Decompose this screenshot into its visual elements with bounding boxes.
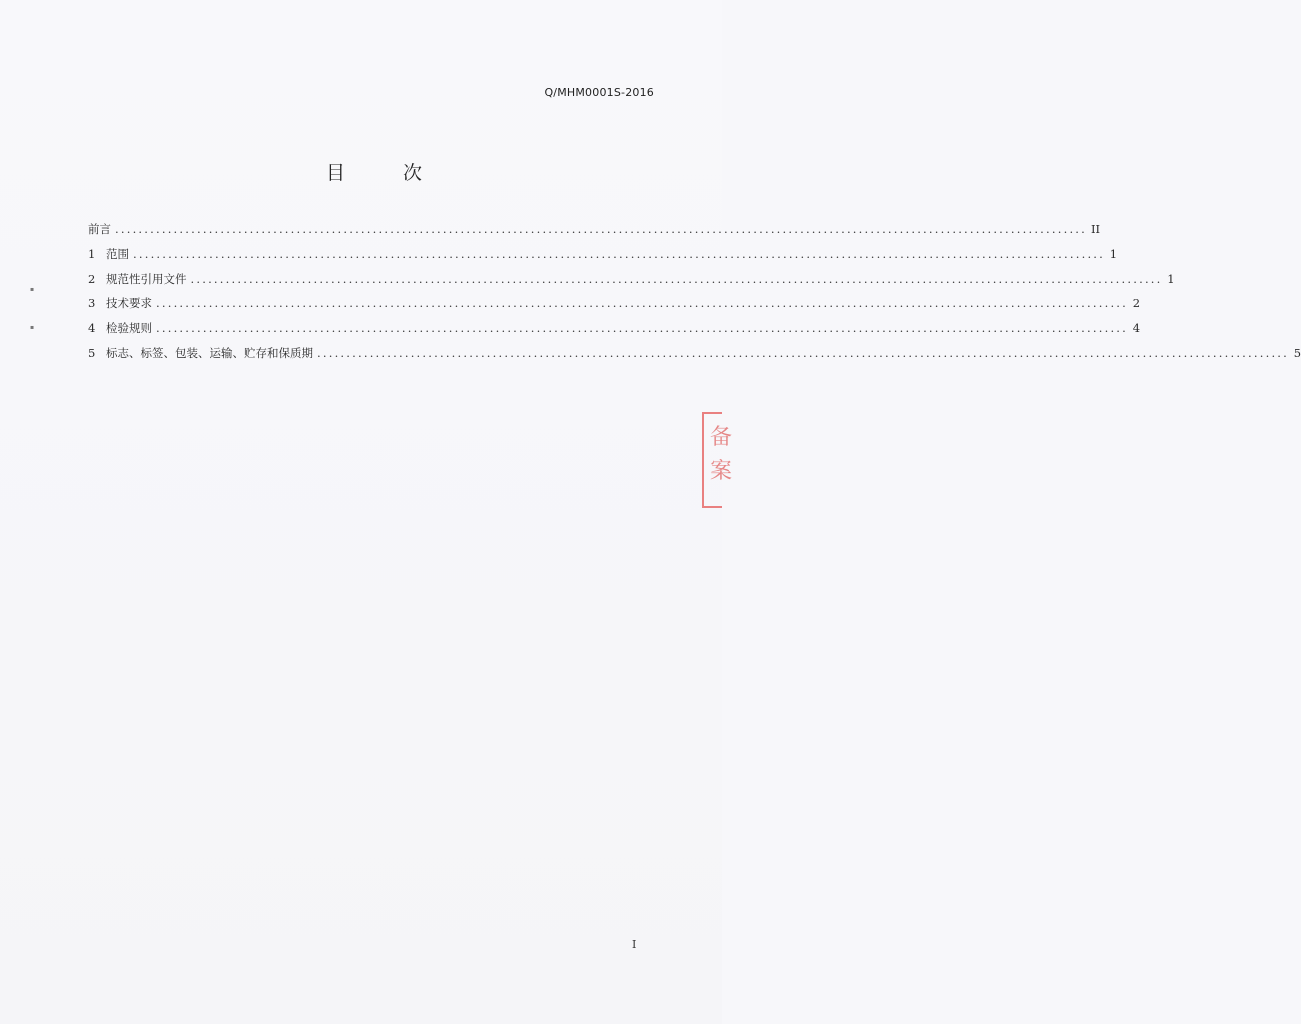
table-of-contents — [88, 217, 1301, 366]
toc-entry-label: 范围 — [106, 246, 129, 261]
toc-entry-label: 检验规则 — [106, 321, 152, 336]
toc-title: 目 次 — [325, 162, 449, 184]
toc-leader-dots — [115, 217, 1087, 242]
toc-leader-dots — [133, 242, 1105, 267]
toc-entry-number: 5 — [88, 345, 96, 360]
toc-entry-number: 2 — [88, 271, 96, 286]
toc-entry-label: 规范性引用文件 — [106, 271, 187, 286]
toc-entry-number: 1 — [88, 246, 96, 261]
toc-leader-dots — [156, 291, 1128, 316]
toc-leader-dots — [191, 267, 1163, 292]
binding-hole-mark: ▪ — [30, 286, 35, 293]
binding-hole-mark: ▪ — [30, 324, 35, 331]
toc-entry-number: 4 — [88, 321, 96, 336]
toc-entry-page: 1 — [1167, 271, 1175, 286]
stamp-char: 备 — [710, 425, 733, 450]
toc-entry-page: 4 — [1132, 321, 1141, 336]
filing-stamp — [702, 412, 733, 508]
toc-entry-label: 标志、标签、包装、运输、贮存和保质期 — [106, 345, 313, 360]
toc-entry-scope[interactable] — [88, 242, 1118, 267]
toc-entry-technical-requirements[interactable] — [88, 291, 1141, 316]
toc-leader-dots — [156, 316, 1128, 341]
toc-entry-inspection-rules[interactable] — [88, 316, 1141, 341]
toc-entry-page: 1 — [1109, 246, 1118, 261]
toc-leader-dots — [317, 341, 1289, 366]
standard-code: Q/MHM0001S-2016 — [544, 86, 654, 99]
toc-entry-marking-packaging[interactable] — [88, 341, 1301, 366]
toc-entry-label: 技术要求 — [106, 296, 152, 311]
toc-entry-label: 前言 — [88, 222, 111, 236]
toc-entry-page: II — [1091, 222, 1101, 236]
toc-entry-number: 3 — [88, 296, 96, 311]
toc-entry-preface[interactable] — [88, 217, 1101, 242]
page-number: I — [632, 938, 637, 951]
toc-entry-page: 5 — [1293, 345, 1301, 360]
toc-entry-page: 2 — [1132, 296, 1141, 311]
toc-entry-normative-references[interactable] — [88, 267, 1175, 292]
stamp-char: 案 — [710, 459, 733, 484]
